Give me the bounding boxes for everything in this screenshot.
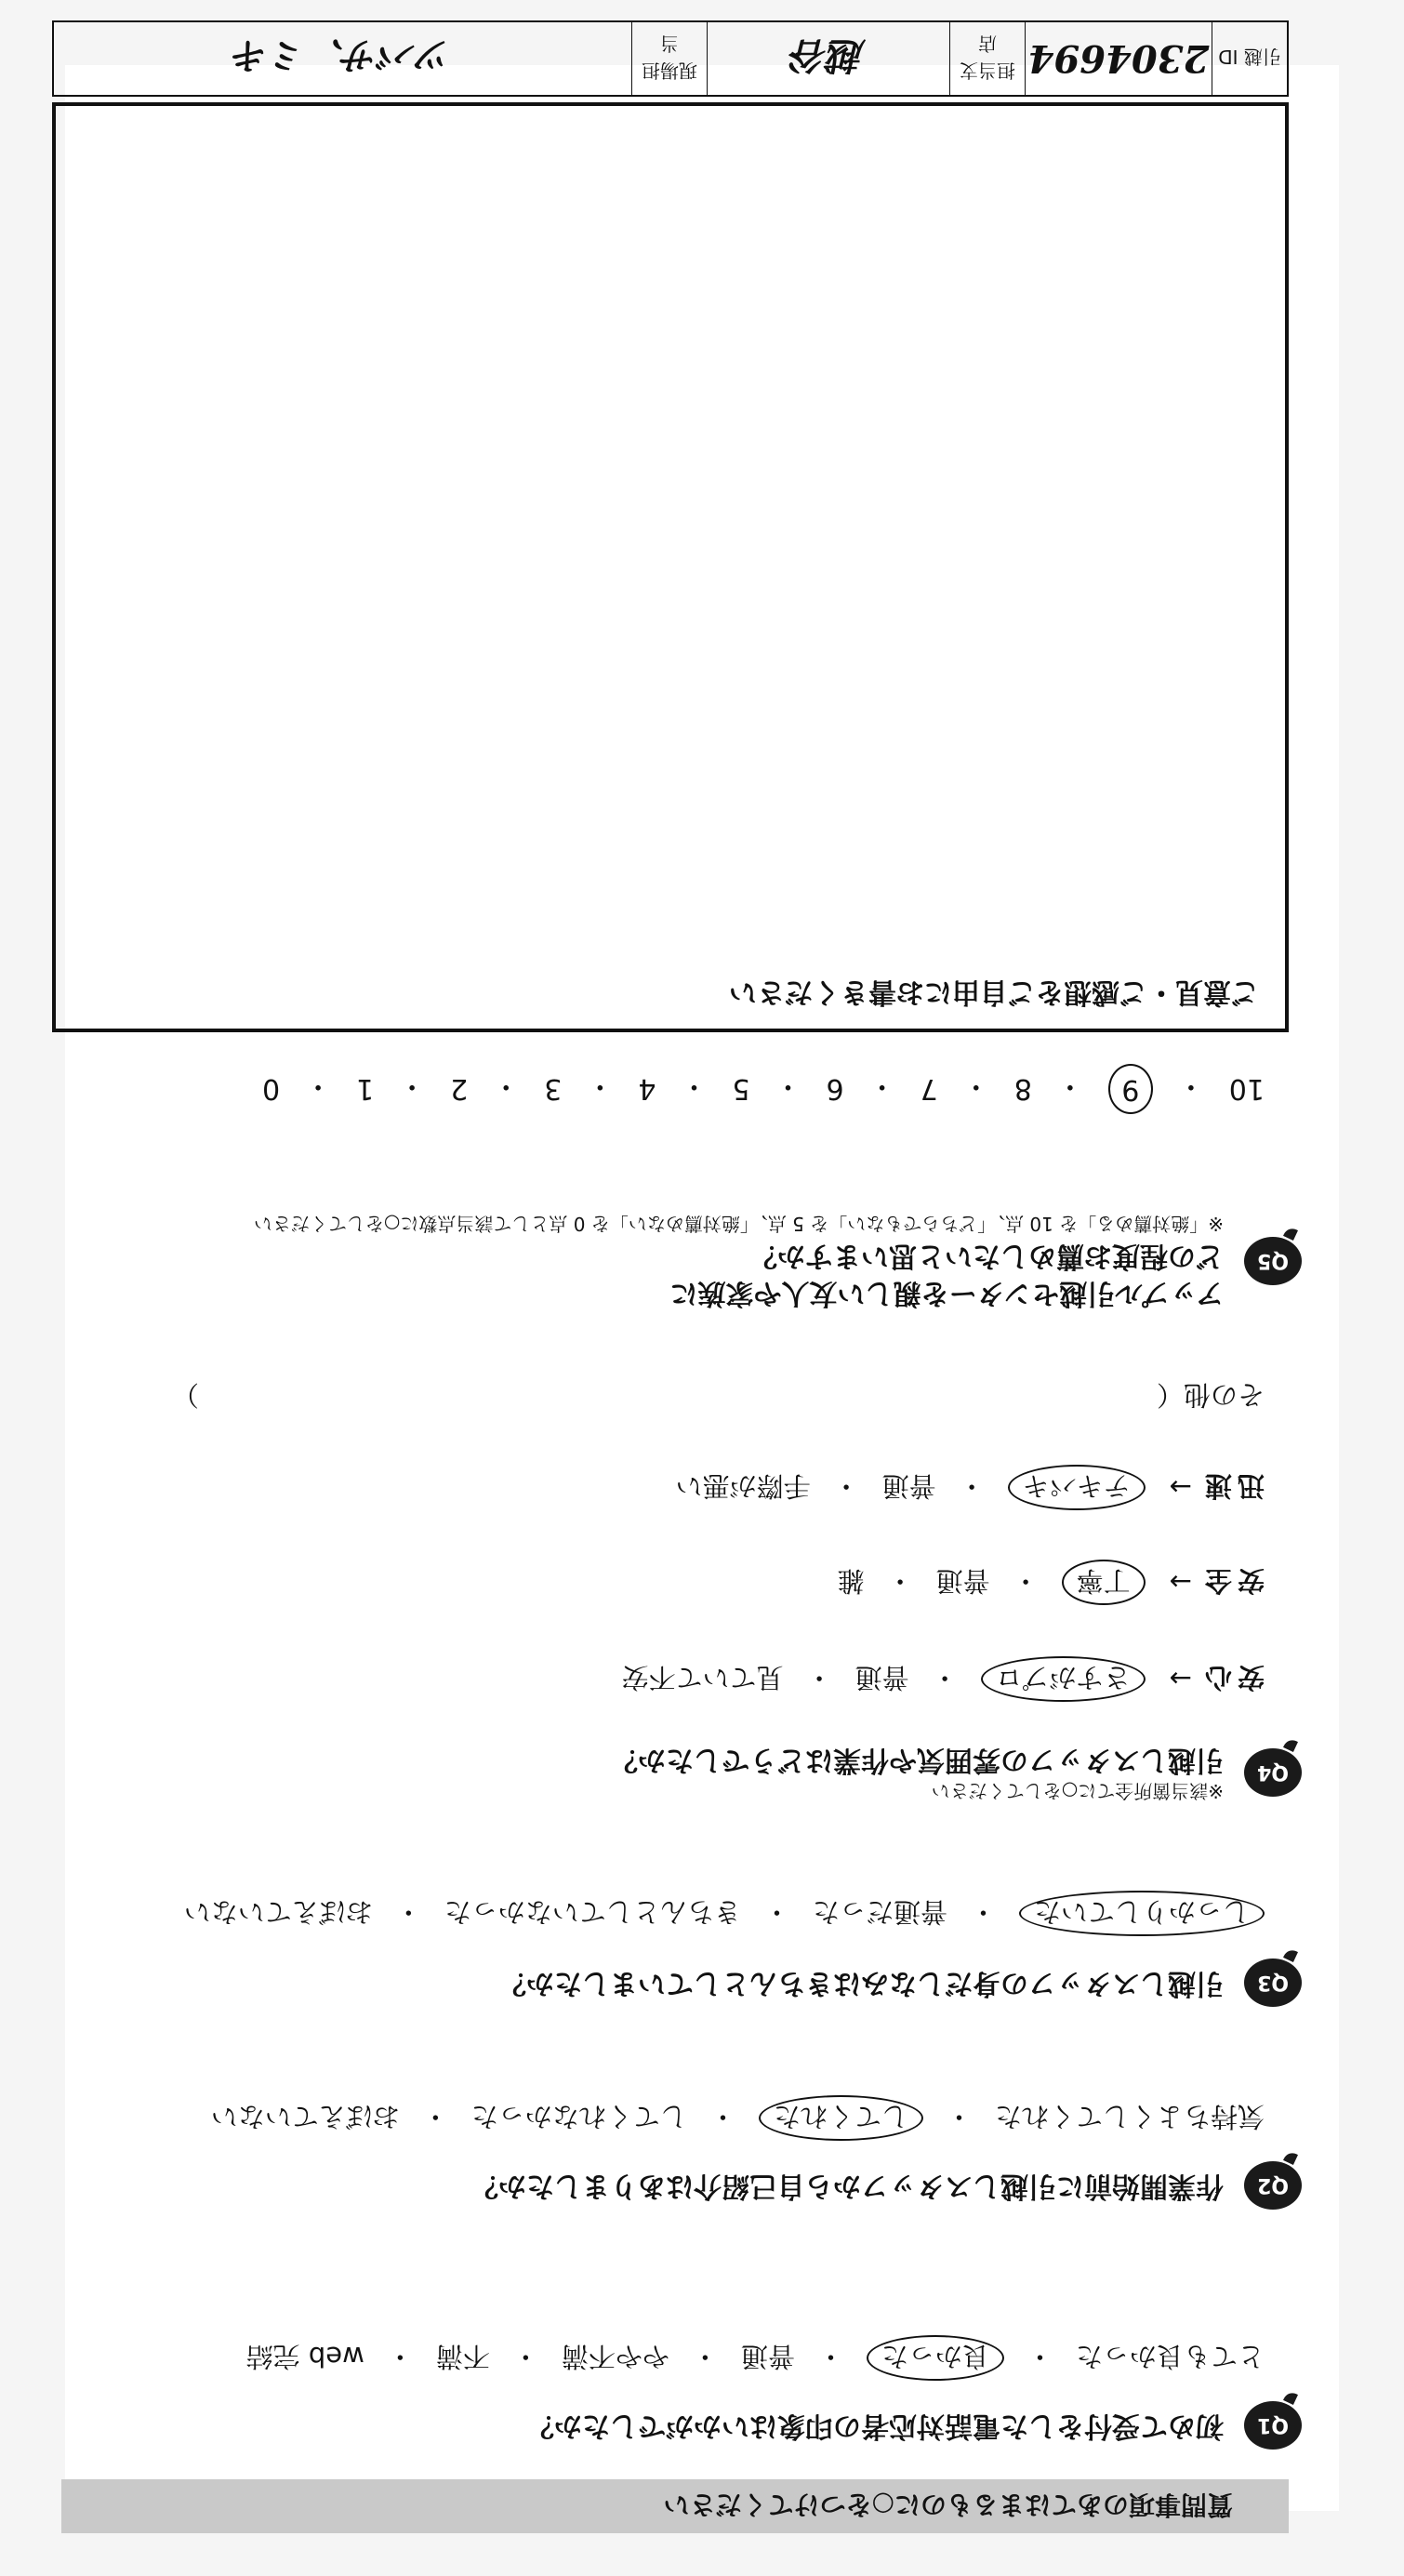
q2-option[interactable]: してくれなかった (470, 2101, 687, 2132)
q4-row-label: 安心 (1199, 1662, 1265, 1693)
comment-box-title: ご意見・ご感想をご自由にお書きください (729, 976, 1259, 1008)
q3-option[interactable]: 普通だった (812, 1896, 947, 1928)
arrow-right-icon: → (1169, 1566, 1192, 1599)
q1-option-selected[interactable]: 良かった (867, 2335, 1004, 2381)
q5-score-scale: 10 ・ 9 ・ 8 ・ 7 ・ 6 ・ 5 ・ 4 ・ 3 ・ 2 ・ 1 ・ 0 (262, 1064, 1265, 1114)
q4-option-selected[interactable]: 丁寧 (1062, 1560, 1146, 1605)
q1-options: とても良かった ・ 良かった ・ 普通 ・ やや不満 ・ 不満 ・ web 完結 (246, 2335, 1265, 2381)
instruction-text: 質問事項のあてはまるものに○をつけてください (663, 2490, 1233, 2520)
q4-option[interactable]: 見ていて不安 (621, 1662, 784, 1693)
score-option[interactable]: 10 (1228, 1072, 1265, 1106)
question-2-text: 作業開始前に引越しスタッフから自己紹介はありましたか？ (470, 2170, 1224, 2202)
paper (65, 65, 1339, 2511)
q4-option[interactable]: 普通 (881, 1470, 936, 1502)
q4-other-label: その他（ (1156, 1379, 1265, 1411)
leader-label: 現場担当 (631, 22, 707, 95)
question-4-note: ※該当箇所全てに○をしてください (931, 1780, 1224, 1802)
q4-option[interactable]: 普通 (854, 1662, 909, 1693)
instruction-banner (61, 2479, 1289, 2533)
q1-option[interactable]: 普通 (740, 2341, 795, 2372)
q4-row-anshin: 安心 → さすがプロ ・ 普通 ・ 見ていて不安 (622, 1656, 1265, 1702)
q4-row-label: 安全 (1199, 1565, 1265, 1597)
id-value: 2304694 (1025, 22, 1212, 95)
q5-leaf-icon: Q5 (1244, 1237, 1302, 1285)
question-3-text: 引越しスタッフの身だしなみはきちんとしていましたか？ (498, 1967, 1224, 1999)
q3-option[interactable]: おぼえていない (183, 1896, 373, 1928)
id-label: 引越 ID (1212, 22, 1287, 95)
score-option[interactable]: 4 (638, 1072, 656, 1106)
question-5-text-line2: どの程度お薦めしたいと思いますか？ (749, 1240, 1224, 1272)
q1-option[interactable]: とても良かった (1075, 2341, 1265, 2372)
arrow-right-icon: → (1169, 1471, 1192, 1504)
score-option-selected[interactable]: 9 (1108, 1064, 1153, 1114)
q4-option-selected[interactable]: さすがプロ (981, 1656, 1146, 1702)
q2-leaf-icon: Q2 (1244, 2161, 1302, 2210)
q1-option[interactable]: やや不満 (561, 2341, 669, 2372)
leader-value: ツバサ、ミキ (232, 33, 453, 78)
score-option[interactable]: 5 (732, 1072, 750, 1106)
score-option[interactable]: 7 (920, 1072, 938, 1106)
q3-leaf-icon: Q3 (1244, 1959, 1302, 2007)
score-option[interactable]: 1 (356, 1072, 375, 1106)
question-4 (610, 1741, 1302, 1804)
q4-option[interactable]: 雑 (837, 1565, 865, 1597)
branch-label: 担当支店 (949, 22, 1025, 95)
question-5-note: ※「絶対薦める」を 10 点、「どちらでもない」を 5 点、「絶対薦めない」を 0 点として該当点数に○をしてください (253, 1213, 1224, 1235)
q2-option-selected[interactable]: してくれた (759, 2095, 923, 2141)
q2-option[interactable]: 気持ちよくしてくれた (994, 2101, 1265, 2132)
question-4-text: 引越しスタッフの雰囲気や作業はどうでしたか？ (610, 1744, 1224, 1776)
q4-other-close: ） (171, 1379, 199, 1411)
q4-row-jinsoku: 迅速 → テキパキ ・ 普通 ・ 手際が悪い (676, 1465, 1265, 1510)
q1-leaf-icon: Q1 (1244, 2401, 1302, 2450)
q3-options: しっかりしていた ・ 普通だった ・ きちんとしていなかった ・ おぼえていない (184, 1891, 1265, 1936)
q3-option-selected[interactable]: しっかりしていた (1019, 1891, 1265, 1936)
score-option[interactable]: 8 (1013, 1072, 1032, 1106)
question-1-text: 初めて受付をした電話対応者の印象はいかがでしたか？ (526, 2410, 1224, 2442)
q4-option[interactable]: 手際が悪い (675, 1470, 811, 1502)
score-option[interactable]: 0 (261, 1072, 281, 1106)
q4-option-selected[interactable]: テキパキ (1008, 1465, 1146, 1510)
question-2 (470, 2161, 1302, 2210)
q1-option[interactable]: web 完結 (245, 2341, 364, 2372)
q2-option[interactable]: おぼえていない (210, 2101, 400, 2132)
q3-option[interactable]: きちんとしていなかった (444, 1896, 741, 1928)
q2-options: 気持ちよくしてくれた ・ してくれた ・ してくれなかった ・ おぼえていない (211, 2095, 1265, 2141)
score-option[interactable]: 6 (826, 1072, 844, 1106)
question-3 (498, 1959, 1302, 2007)
question-1 (526, 2401, 1302, 2450)
q4-row-anzen: 安全 → 丁寧 ・ 普通 ・ 雑 (838, 1560, 1265, 1605)
arrow-right-icon: → (1169, 1663, 1192, 1695)
branch-value: 越谷 (707, 22, 949, 95)
q4-leaf-icon: Q4 (1244, 1748, 1302, 1797)
q4-option[interactable]: 普通 (935, 1565, 990, 1597)
question-5-text-line1: アップル引越センターを親しい友人や家族に (669, 1277, 1224, 1309)
q1-option[interactable]: 不満 (435, 2341, 490, 2372)
q4-row-label: 迅速 (1199, 1470, 1265, 1502)
score-option[interactable]: 2 (450, 1072, 469, 1106)
score-option[interactable]: 3 (544, 1072, 563, 1106)
